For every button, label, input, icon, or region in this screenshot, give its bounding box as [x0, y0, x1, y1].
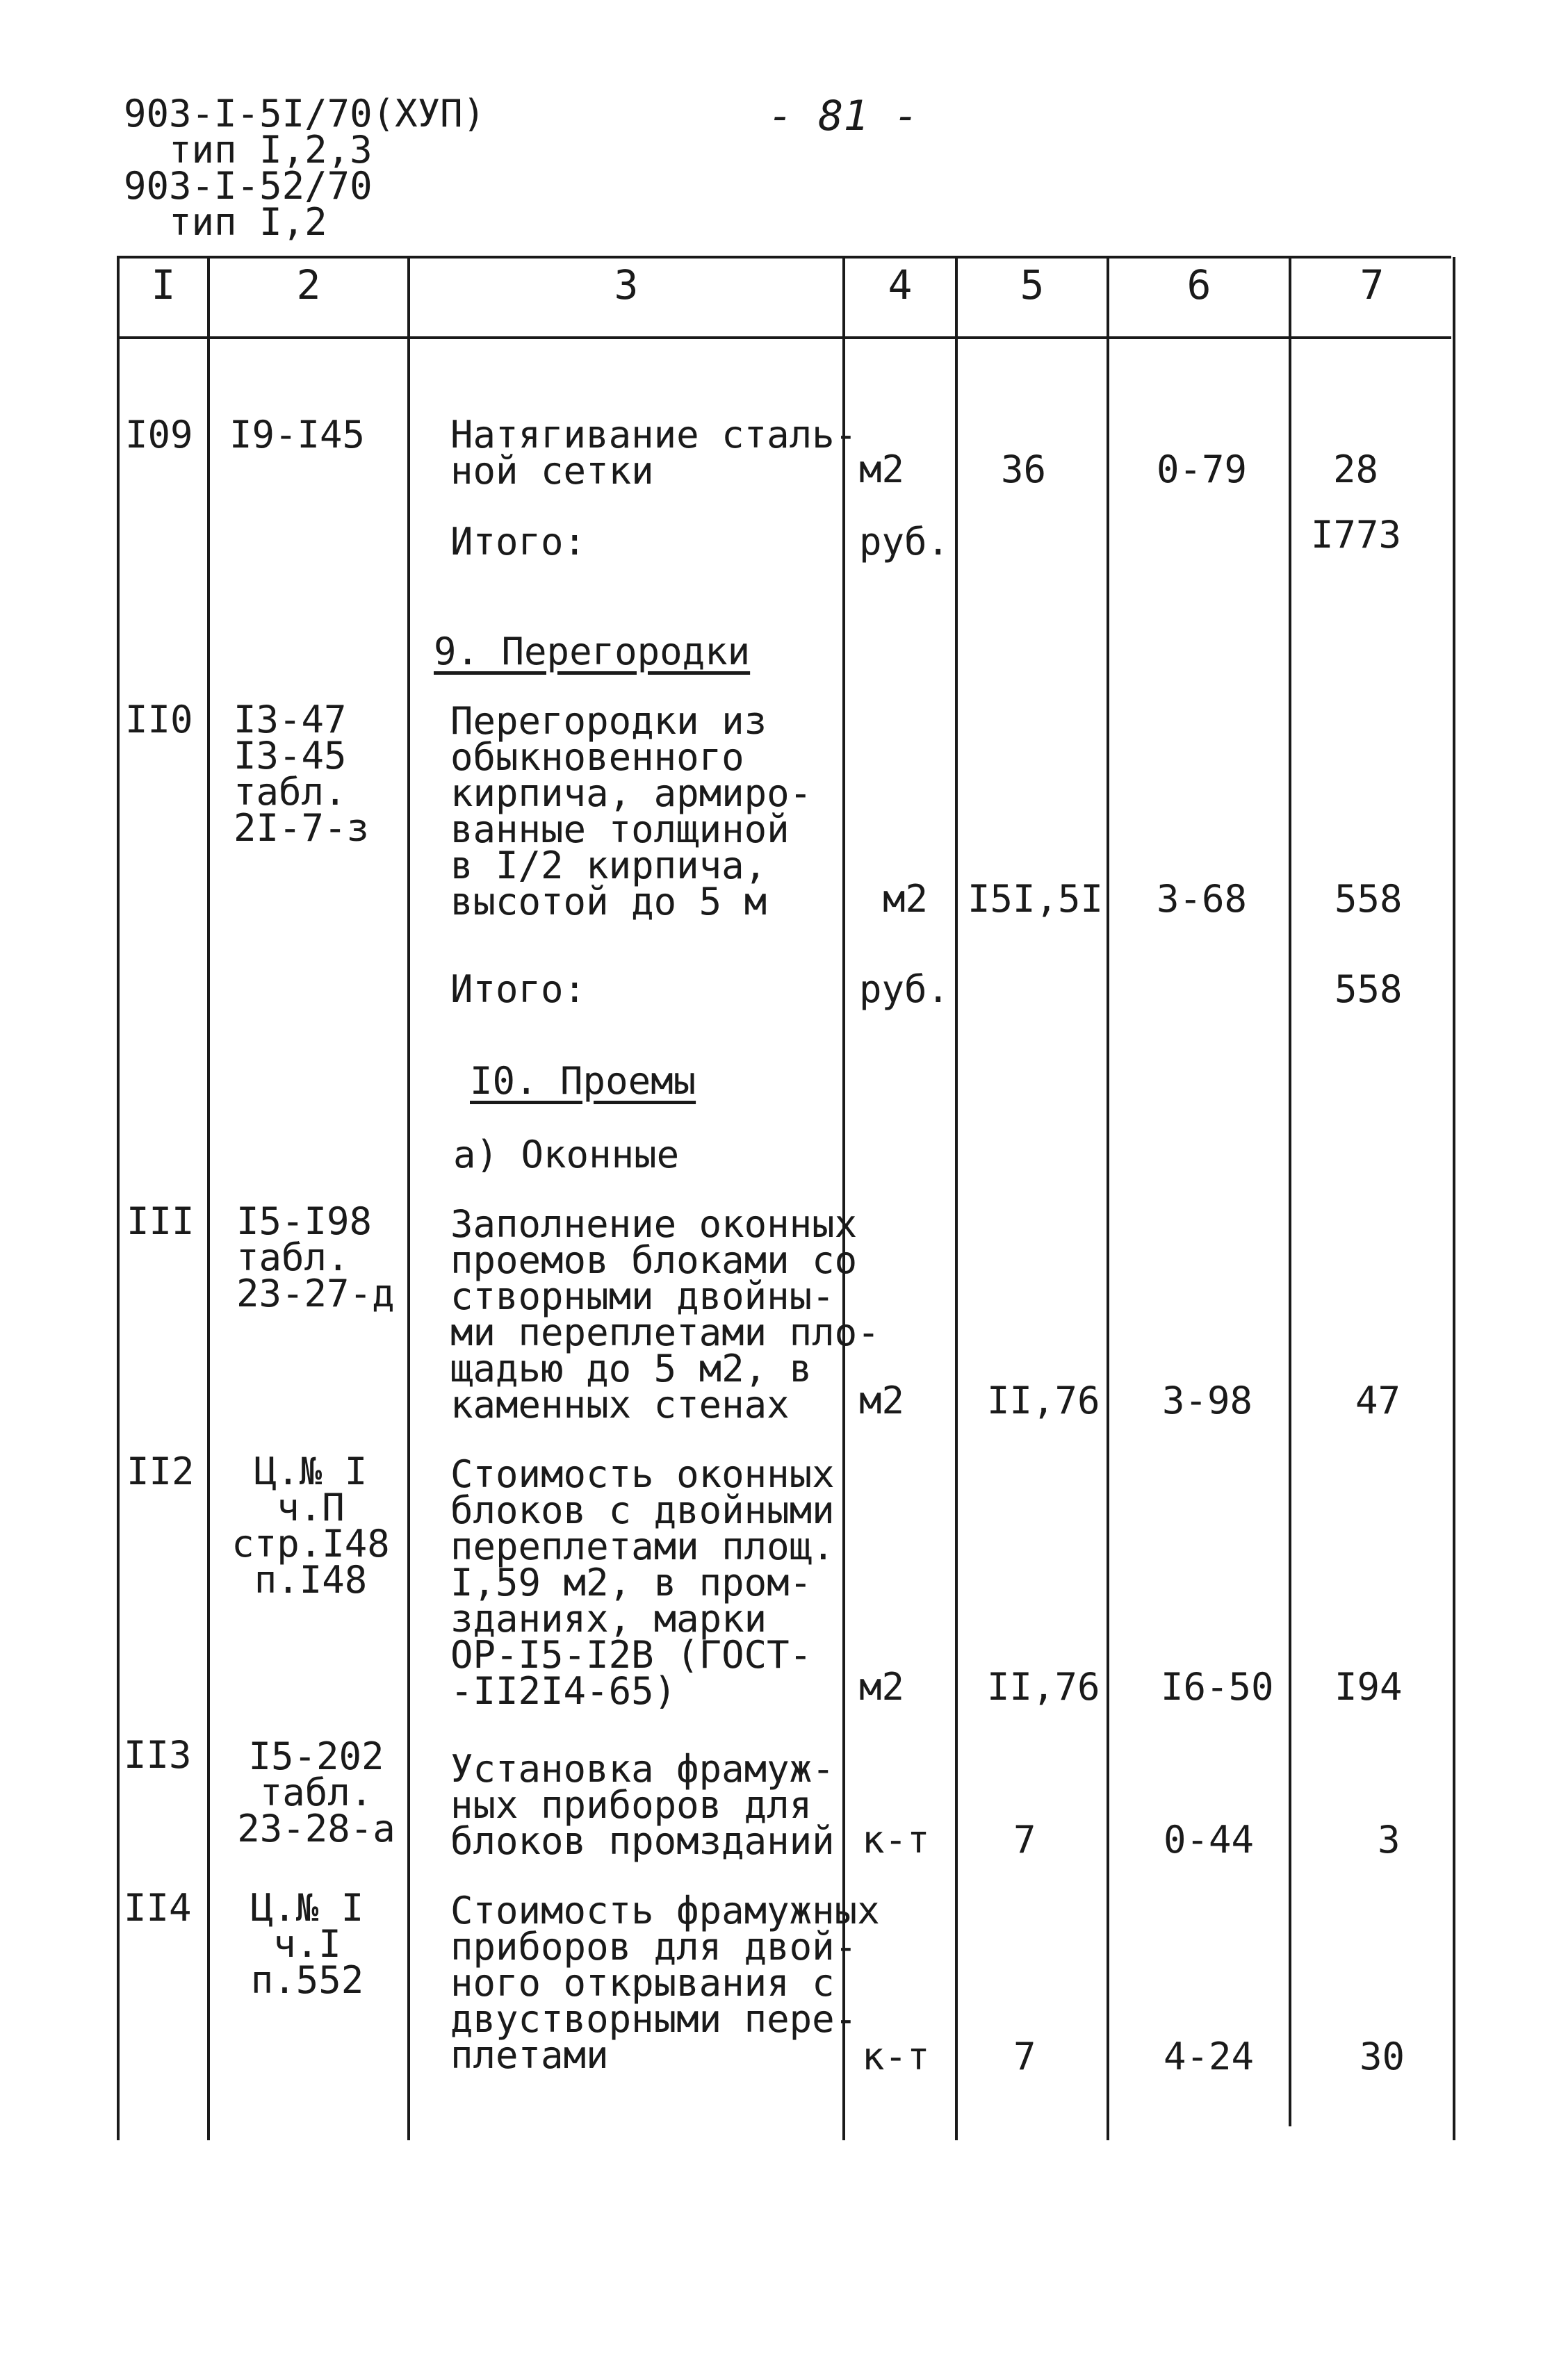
row-number: II2 — [126, 1450, 195, 1493]
column-header: 3 — [614, 261, 639, 309]
row-description: Стоимость фрамужных приборов для двой- ного открывания с двустворными пере- плетами — [450, 1889, 880, 2077]
subtotal-label: Итого: — [450, 520, 587, 564]
row-unit: к-т — [862, 1818, 930, 1862]
row-description: Установка фрамуж- ных приборов для блоков промзданий — [450, 1747, 835, 1863]
row-price: 0-44 — [1164, 1818, 1255, 1862]
subtotal-total: 558 — [1334, 967, 1403, 1011]
row-total: 47 — [1355, 1379, 1401, 1422]
subtotal-total: I773 — [1311, 513, 1402, 557]
row-number: II4 — [124, 1886, 192, 1930]
table-top-rule — [117, 256, 1451, 258]
row-quantity: II,76 — [987, 1379, 1100, 1422]
column-header: 6 — [1186, 261, 1211, 309]
col-divider — [407, 257, 410, 2140]
row-unit: м2 — [859, 1665, 905, 1709]
row-code: I3-47 I3-45 табл. 2I-7-з — [234, 698, 370, 850]
row-quantity: 36 — [1001, 448, 1047, 491]
row-total: 30 — [1360, 2035, 1405, 2078]
header-line: 903-I-5I/70(ХУП) — [124, 92, 486, 136]
row-description: Натягивание сталь- ной сетки — [450, 413, 858, 493]
row-number: III — [126, 1199, 195, 1243]
column-header: 2 — [296, 261, 321, 309]
col-divider — [207, 257, 210, 2140]
row-description: Перегородки из обыкновенного кирпича, армиро- ванные толщиной в I/2 кирпича, высотой до 5 м — [450, 699, 813, 924]
header-line: тип I,2 — [124, 200, 327, 244]
subtotal-unit: руб. — [859, 967, 950, 1011]
row-unit: м2 — [883, 877, 929, 921]
row-code: I5-I98 табл. 23-27-д — [236, 1199, 395, 1315]
row-price: I6-50 — [1161, 1665, 1274, 1709]
row-price: 3-68 — [1157, 877, 1248, 921]
row-quantity: I5I,5I — [968, 877, 1104, 921]
row-description: Заполнение оконных проемов блоками со створными двойны- ми переплетами пло- щадью до 5 м2, в каменных стенах — [450, 1202, 880, 1427]
subtotal-unit: руб. — [859, 520, 950, 564]
row-unit: м2 — [859, 448, 905, 491]
row-number: II0 — [125, 698, 193, 741]
column-header: 4 — [888, 261, 913, 309]
row-total: 3 — [1378, 1818, 1401, 1862]
col-divider — [1453, 257, 1455, 2140]
row-number: I09 — [125, 413, 193, 457]
row-price: 3-98 — [1162, 1379, 1253, 1422]
col-divider — [117, 257, 120, 2140]
row-code: I9-I45 — [229, 413, 366, 457]
row-quantity: 7 — [1013, 2035, 1036, 2078]
col-divider — [1289, 257, 1291, 2126]
header-line: тип I,2,3 — [124, 128, 373, 172]
page-number: - 81 - — [768, 92, 919, 140]
section-title: I0. Проемы — [470, 1059, 696, 1103]
col-divider — [955, 257, 958, 2140]
row-description: Стоимость оконных блоков с двойными переплетами площ. I,59 м2, в пром- зданиях, марки ОР-I5-I2В (ГОСТ- -II2I4-65) — [450, 1452, 835, 1713]
row-number: II3 — [124, 1733, 192, 1777]
section-title: 9. Перегородки — [434, 630, 751, 673]
row-unit: м2 — [859, 1379, 905, 1422]
row-quantity: II,76 — [987, 1665, 1100, 1709]
header-bottom-rule — [117, 336, 1451, 339]
row-price: 0-79 — [1157, 448, 1248, 491]
row-price: 4-24 — [1164, 2035, 1255, 2078]
col-divider — [1107, 257, 1109, 2140]
row-quantity: 7 — [1013, 1818, 1036, 1862]
subsection-title: а) Оконные — [453, 1133, 680, 1176]
row-total: I94 — [1334, 1665, 1403, 1709]
subtotal-label: Итого: — [450, 967, 587, 1011]
col-divider — [842, 257, 845, 2140]
row-total: 28 — [1333, 448, 1379, 491]
header-line: 903-I-52/70 — [124, 164, 373, 208]
row-total: 558 — [1334, 877, 1403, 921]
row-code: Ц.№ I ч.П стр.I48 п.I48 — [231, 1450, 390, 1602]
row-code: Ц.№ I ч.I п.552 — [250, 1886, 364, 2002]
column-header: 5 — [1020, 261, 1045, 309]
column-header: 7 — [1360, 261, 1385, 309]
column-header: I — [151, 261, 176, 309]
row-code: I5-202 табл. 23-28-а — [237, 1734, 395, 1850]
row-unit: к-т — [862, 2035, 930, 2078]
